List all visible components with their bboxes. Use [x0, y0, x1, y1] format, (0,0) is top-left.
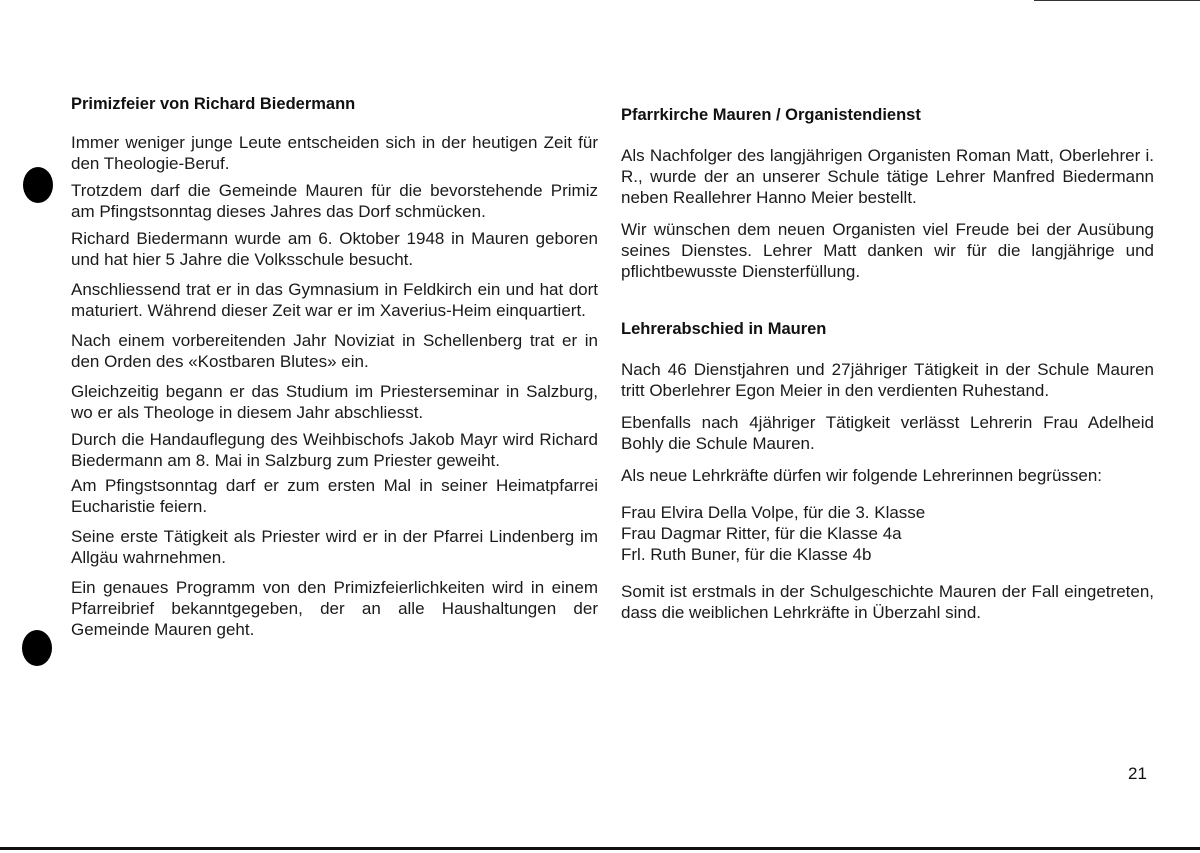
paragraph: Trotzdem darf die Gemeinde Mauren für die bevorstehende Primiz am Pfingstsonntag dieses Jahres das Dorf schmücken.	[71, 181, 598, 221]
teacher-list-item: Frl. Ruth Buner, für die Klasse 4b	[621, 545, 872, 564]
paragraph: Wir wünschen dem neuen Organisten viel Freude bei der Ausübung seines Dienstes. Lehrer Matt danken wir für die langjährige und pflichtbewusste Diensterfüllung.	[621, 220, 1154, 281]
article-heading-organistendienst: Pfarrkirche Mauren / Organistendienst	[621, 106, 921, 124]
paragraph: Als Nachfolger des langjährigen Organisten Roman Matt, Oberlehrer i. R., wurde der an unserer Schule tätige Lehrer Manfred Biedermann neben Reallehrer Hanno Meier bestellt.	[621, 146, 1154, 207]
paragraph: Als neue Lehrkräfte dürfen wir folgende Lehrerinnen begrüssen:	[621, 466, 1103, 485]
punch-hole-bottom	[22, 630, 52, 666]
article-heading-lehrerabschied: Lehrerabschied in Mauren	[621, 320, 827, 338]
paragraph: Gleichzeitig begann er das Studium im Priesterseminar in Salzburg, wo er als Theologe in diesem Jahr abschliesst.	[71, 382, 598, 422]
paragraph: Richard Biedermann wurde am 6. Oktober 1948 in Mauren geboren und hat hier 5 Jahre die Volksschule besucht.	[71, 229, 598, 269]
teacher-list-item: Frau Dagmar Ritter, für die Klasse 4a	[621, 524, 902, 543]
teacher-list-item: Frau Elvira Della Volpe, für die 3. Klasse	[621, 503, 926, 522]
article-heading-primizfeier: Primizfeier von Richard Biedermann	[71, 95, 356, 113]
paragraph: Somit ist erstmals in der Schulgeschichte Mauren der Fall eingetreten, dass die weiblichen Lehrkräfte in Überzahl sind.	[621, 582, 1154, 622]
right-column	[621, 94, 1154, 623]
paragraph: Ebenfalls nach 4jähriger Tätigkeit verlässt Lehrerin Frau Adelheid Bohly die Schule Mauren.	[621, 413, 1154, 453]
paragraph: Anschliessend trat er in das Gymnasium in Feldkirch ein und hat dort maturiert. Während dieser Zeit war er im Xaverius-Heim einquartiert.	[71, 280, 598, 320]
teacher-list	[621, 502, 1154, 565]
paragraph: Durch die Handauflegung des Weihbischofs Jakob Mayr wird Richard Biedermann am 8. Mai in Salzburg zum Priester geweiht.	[71, 430, 598, 470]
bottom-edge-line	[0, 847, 1200, 850]
paragraph: Nach einem vorbereitenden Jahr Noviziat in Schellenberg trat er in den Orden des «Kostbaren Blutes» ein.	[71, 331, 598, 371]
paragraph: Ein genaues Programm von den Primizfeierlichkeiten wird in einem Pfarreibrief bekanntgegeben, der an alle Haushaltungen der Gemeinde Mauren geht.	[71, 578, 598, 639]
top-edge-line	[1034, 0, 1200, 1]
punch-hole-top	[23, 167, 53, 203]
left-column	[71, 94, 598, 640]
paragraph: Immer weniger junge Leute entscheiden sich in der heutigen Zeit für den Theologie-Beruf.	[71, 133, 598, 173]
page-number: 21	[1128, 764, 1147, 783]
paragraph: Am Pfingstsonntag darf er zum ersten Mal in seiner Heimatpfarrei Eucharistie feiern.	[71, 476, 598, 516]
paragraph: Seine erste Tätigkeit als Priester wird er in der Pfarrei Lindenberg im Allgäu wahrnehmen.	[71, 527, 598, 567]
paragraph: Nach 46 Dienstjahren und 27jähriger Tätigkeit in der Schule Mauren tritt Oberlehrer Egon Meier in den verdienten Ruhestand.	[621, 360, 1154, 400]
